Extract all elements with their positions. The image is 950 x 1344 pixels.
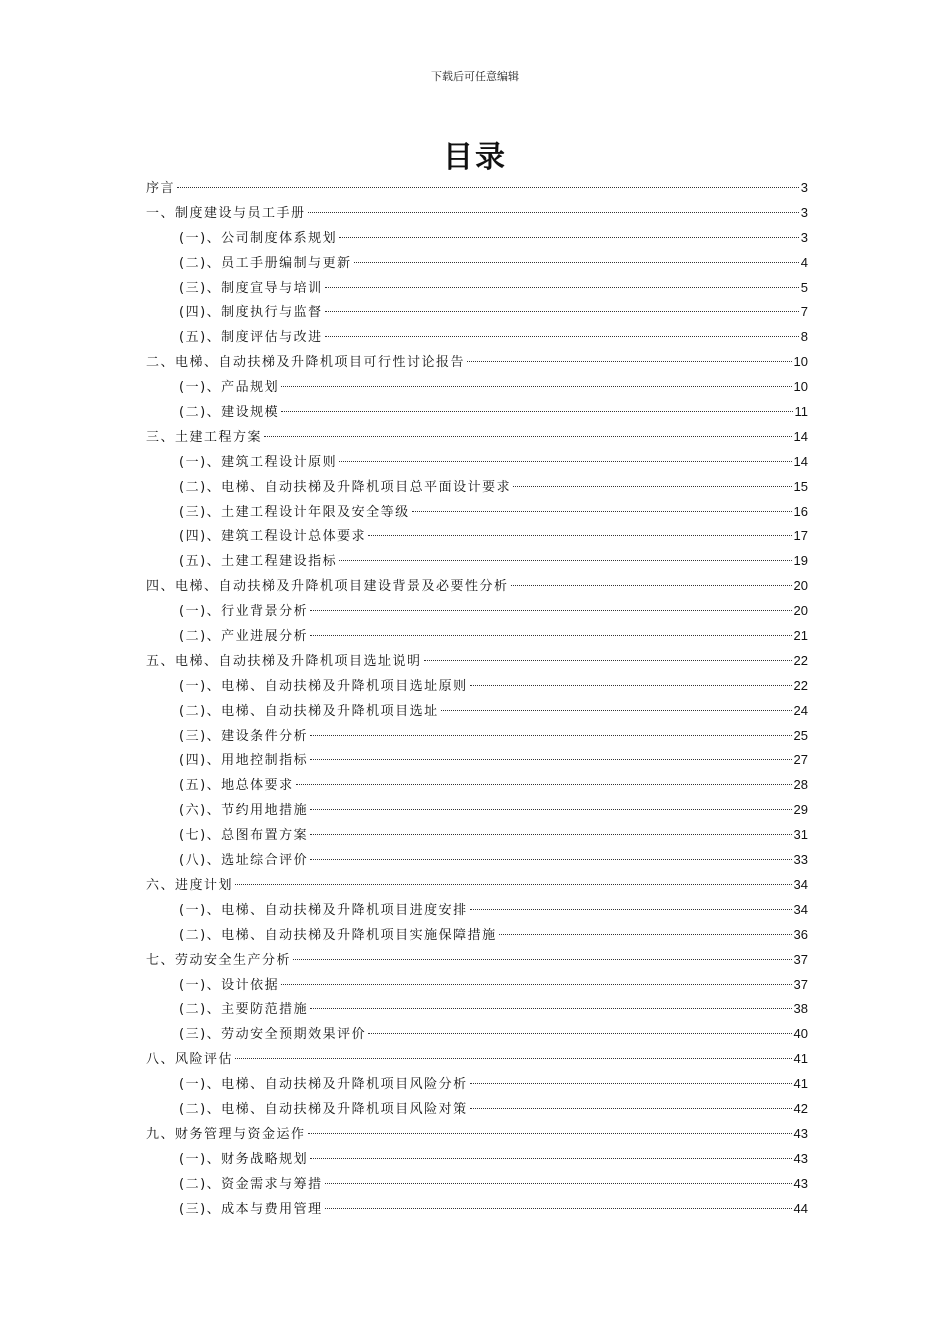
toc-subentry[interactable] xyxy=(146,549,808,574)
toc-entry[interactable] xyxy=(146,574,808,599)
toc-subentry[interactable] xyxy=(146,524,808,549)
toc-page-number: 41 xyxy=(793,1076,808,1092)
toc-page-number: 34 xyxy=(793,901,808,917)
toc-page-number: 29 xyxy=(793,802,808,818)
toc-subentry[interactable] xyxy=(146,724,808,749)
toc-dot-leader xyxy=(467,361,792,362)
toc-page-number: 21 xyxy=(793,628,808,644)
toc-entry-label: 九、财务管理与资金运作 xyxy=(146,1126,306,1142)
toc-entry-label: (一)、财务战略规划 xyxy=(179,1151,309,1167)
toc-subentry[interactable] xyxy=(146,500,808,525)
toc-page-number: 34 xyxy=(793,876,808,892)
toc-entry-label: (二)、电梯、自动扶梯及升降机项目实施保障措施 xyxy=(179,927,497,943)
toc-page-number: 43 xyxy=(793,1125,808,1141)
page-title: 目录 xyxy=(443,140,507,175)
toc-dot-leader xyxy=(310,859,791,860)
toc-entry-label: 四、电梯、自动扶梯及升降机项目建设背景及必要性分析 xyxy=(146,579,509,595)
toc-page-number: 36 xyxy=(793,926,808,942)
toc-subentry[interactable] xyxy=(146,1097,808,1122)
toc-entry-label: (一)、公司制度体系规划 xyxy=(179,230,338,246)
toc-dot-leader xyxy=(310,1008,791,1009)
toc-entry-label: (五)、制度评估与改进 xyxy=(179,330,323,346)
toc-page-number: 17 xyxy=(793,528,808,544)
toc-page-number: 25 xyxy=(793,727,808,743)
toc-dot-leader xyxy=(470,685,792,686)
toc-page-number: 41 xyxy=(793,1051,808,1067)
toc-page-number: 38 xyxy=(793,1001,808,1017)
toc-page-number: 22 xyxy=(793,677,808,693)
toc-entry-label: (一)、电梯、自动扶梯及升降机项目风险分析 xyxy=(179,1077,468,1093)
toc-page-number: 22 xyxy=(793,652,808,668)
toc-entry-label: (四)、用地控制指标 xyxy=(179,753,309,769)
toc-entry-label: (二)、主要防范措施 xyxy=(179,1002,309,1018)
toc-page-number: 37 xyxy=(793,951,808,967)
toc-page-number: 3 xyxy=(800,204,808,220)
toc-dot-leader xyxy=(325,1183,792,1184)
toc-dot-leader xyxy=(281,411,792,412)
toc-subentry[interactable] xyxy=(146,325,808,350)
toc-page-number: 4 xyxy=(800,254,808,270)
table-of-contents xyxy=(146,176,808,1221)
toc-page-number: 3 xyxy=(800,229,808,245)
toc-dot-leader xyxy=(281,984,791,985)
toc-subentry[interactable] xyxy=(146,674,808,699)
toc-page-number: 31 xyxy=(793,827,808,843)
toc-dot-leader xyxy=(339,461,791,462)
toc-subentry[interactable] xyxy=(146,251,808,276)
toc-entry-label: (二)、电梯、自动扶梯及升降机项目风险对策 xyxy=(179,1101,468,1117)
toc-dot-leader xyxy=(424,660,792,661)
toc-subentry[interactable] xyxy=(146,624,808,649)
toc-subentry[interactable] xyxy=(146,773,808,798)
toc-page-number: 40 xyxy=(793,1026,808,1042)
toc-entry-label: (二)、电梯、自动扶梯及升降机项目选址 xyxy=(179,703,439,719)
toc-page-number: 8 xyxy=(800,329,808,345)
toc-subentry[interactable] xyxy=(146,226,808,251)
toc-page-number: 19 xyxy=(793,553,808,569)
toc-page-number: 15 xyxy=(793,478,808,494)
toc-dot-leader xyxy=(235,1058,792,1059)
toc-subentry[interactable] xyxy=(146,1172,808,1197)
toc-dot-leader xyxy=(339,237,799,238)
toc-entry[interactable] xyxy=(146,201,808,226)
toc-dot-leader xyxy=(296,784,792,785)
toc-page-number: 10 xyxy=(793,354,808,370)
toc-dot-leader xyxy=(310,759,791,760)
toc-dot-leader xyxy=(235,884,792,885)
toc-entry-label: (二)、资金需求与筹措 xyxy=(179,1176,323,1192)
toc-entry-label: (一)、建筑工程设计原则 xyxy=(179,454,338,470)
toc-entry[interactable] xyxy=(146,176,808,201)
toc-entry[interactable] xyxy=(146,1047,808,1072)
toc-entry[interactable] xyxy=(146,350,808,375)
toc-entry[interactable] xyxy=(146,649,808,674)
toc-subentry[interactable] xyxy=(146,848,808,873)
toc-entry-label: (五)、地总体要求 xyxy=(179,778,294,794)
toc-subentry[interactable] xyxy=(146,276,808,301)
toc-entry-label: 六、进度计划 xyxy=(146,877,234,893)
toc-dot-leader xyxy=(511,585,792,586)
toc-subentry[interactable] xyxy=(146,798,808,823)
toc-entry[interactable] xyxy=(146,1122,808,1147)
toc-page-number: 24 xyxy=(793,702,808,718)
toc-entry-label: (二)、电梯、自动扶梯及升降机项目总平面设计要求 xyxy=(179,479,512,495)
toc-entry-label: (五)、土建工程建设指标 xyxy=(179,554,338,570)
toc-dot-leader xyxy=(513,486,791,487)
toc-dot-leader xyxy=(308,212,799,213)
page-header: 下载后可任意编辑 xyxy=(431,70,519,83)
toc-page-number: 14 xyxy=(793,428,808,444)
toc-dot-leader xyxy=(293,959,792,960)
toc-entry-label: 八、风险评估 xyxy=(146,1052,234,1068)
toc-subentry[interactable] xyxy=(146,997,808,1022)
toc-entry-label: (一)、电梯、自动扶梯及升降机项目选址原则 xyxy=(179,678,468,694)
toc-page-number: 43 xyxy=(793,1150,808,1166)
toc-entry-label: (一)、产品规划 xyxy=(179,380,280,396)
toc-page-number: 20 xyxy=(793,578,808,594)
toc-entry-label: (一)、设计依据 xyxy=(179,977,280,993)
toc-entry-label: (三)、土建工程设计年限及安全等级 xyxy=(179,504,410,520)
toc-dot-leader xyxy=(441,710,792,711)
toc-subentry[interactable] xyxy=(146,1022,808,1047)
toc-dot-leader xyxy=(499,934,792,935)
toc-page-number: 43 xyxy=(793,1175,808,1191)
toc-entry-label: (三)、制度宣导与培训 xyxy=(179,280,323,296)
toc-subentry[interactable] xyxy=(146,699,808,724)
toc-page-number: 14 xyxy=(793,453,808,469)
toc-page-number: 33 xyxy=(793,852,808,868)
toc-dot-leader xyxy=(310,1158,791,1159)
toc-entry-label: (四)、建筑工程设计总体要求 xyxy=(179,529,367,545)
toc-entry-label: (一)、行业背景分析 xyxy=(179,604,309,620)
toc-dot-leader xyxy=(325,336,799,337)
toc-subentry[interactable] xyxy=(146,1197,808,1222)
toc-entry-label: (七)、总图布置方案 xyxy=(179,828,309,844)
toc-subentry[interactable] xyxy=(146,898,808,923)
toc-entry-label: (四)、制度执行与监督 xyxy=(179,305,323,321)
toc-entry[interactable] xyxy=(146,873,808,898)
toc-entry-label: (三)、成本与费用管理 xyxy=(179,1201,323,1217)
toc-entry[interactable] xyxy=(146,948,808,973)
toc-subentry[interactable] xyxy=(146,823,808,848)
toc-entry-label: 三、土建工程方案 xyxy=(146,429,263,445)
toc-entry-label: 五、电梯、自动扶梯及升降机项目选址说明 xyxy=(146,653,422,669)
toc-entry-label: (六)、节约用地措施 xyxy=(179,803,309,819)
toc-dot-leader xyxy=(470,1108,792,1109)
toc-dot-leader xyxy=(310,635,791,636)
toc-subentry[interactable] xyxy=(146,450,808,475)
toc-subentry[interactable] xyxy=(146,475,808,500)
toc-page-number: 11 xyxy=(794,404,808,420)
toc-subentry[interactable] xyxy=(146,1072,808,1097)
toc-page-number: 10 xyxy=(793,379,808,395)
toc-page-number: 7 xyxy=(800,304,808,320)
toc-entry-label: (三)、建设条件分析 xyxy=(179,728,309,744)
toc-subentry[interactable] xyxy=(146,973,808,998)
toc-dot-leader xyxy=(325,1208,792,1209)
toc-page-number: 27 xyxy=(793,752,808,768)
toc-entry-label: (二)、产业进展分析 xyxy=(179,629,309,645)
toc-page-number: 37 xyxy=(793,976,808,992)
toc-subentry[interactable] xyxy=(146,300,808,325)
toc-dot-leader xyxy=(368,1033,791,1034)
toc-entry-label: 序言 xyxy=(146,181,176,196)
toc-subentry[interactable] xyxy=(146,1147,808,1172)
toc-page-number: 5 xyxy=(800,279,808,295)
toc-entry-label: (三)、劳动安全预期效果评价 xyxy=(179,1027,367,1043)
toc-entry-label: 一、制度建设与员工手册 xyxy=(146,205,306,221)
toc-entry-label: (二)、建设规模 xyxy=(179,405,280,421)
toc-entry-label: (二)、员工手册编制与更新 xyxy=(179,255,352,271)
toc-dot-leader xyxy=(470,909,792,910)
toc-dot-leader xyxy=(470,1083,792,1084)
toc-dot-leader xyxy=(264,436,792,437)
toc-subentry[interactable] xyxy=(146,400,808,425)
toc-entry[interactable] xyxy=(146,425,808,450)
toc-dot-leader xyxy=(412,511,792,512)
toc-subentry[interactable] xyxy=(146,748,808,773)
toc-dot-leader xyxy=(310,610,791,611)
toc-entry-label: (一)、电梯、自动扶梯及升降机项目进度安排 xyxy=(179,902,468,918)
toc-dot-leader xyxy=(325,311,799,312)
toc-page-number: 20 xyxy=(793,603,808,619)
toc-dot-leader xyxy=(308,1133,792,1134)
toc-dot-leader xyxy=(310,735,791,736)
toc-dot-leader xyxy=(354,262,799,263)
toc-entry-label: (八)、选址综合评价 xyxy=(179,853,309,869)
toc-dot-leader xyxy=(325,287,799,288)
toc-entry-label: 七、劳动安全生产分析 xyxy=(146,952,292,968)
toc-page-number: 16 xyxy=(793,503,808,519)
toc-dot-leader xyxy=(368,535,791,536)
toc-dot-leader xyxy=(310,809,791,810)
toc-page-number: 28 xyxy=(793,777,808,793)
toc-entry-label: 二、电梯、自动扶梯及升降机项目可行性讨论报告 xyxy=(146,355,466,371)
toc-dot-leader xyxy=(177,187,799,188)
toc-page-number: 44 xyxy=(793,1200,808,1216)
toc-subentry[interactable] xyxy=(146,375,808,400)
toc-subentry[interactable] xyxy=(146,923,808,948)
toc-page-number: 42 xyxy=(793,1100,808,1116)
toc-dot-leader xyxy=(281,386,791,387)
toc-subentry[interactable] xyxy=(146,599,808,624)
toc-dot-leader xyxy=(339,560,791,561)
toc-dot-leader xyxy=(310,834,791,835)
toc-page-number: 3 xyxy=(800,180,808,195)
